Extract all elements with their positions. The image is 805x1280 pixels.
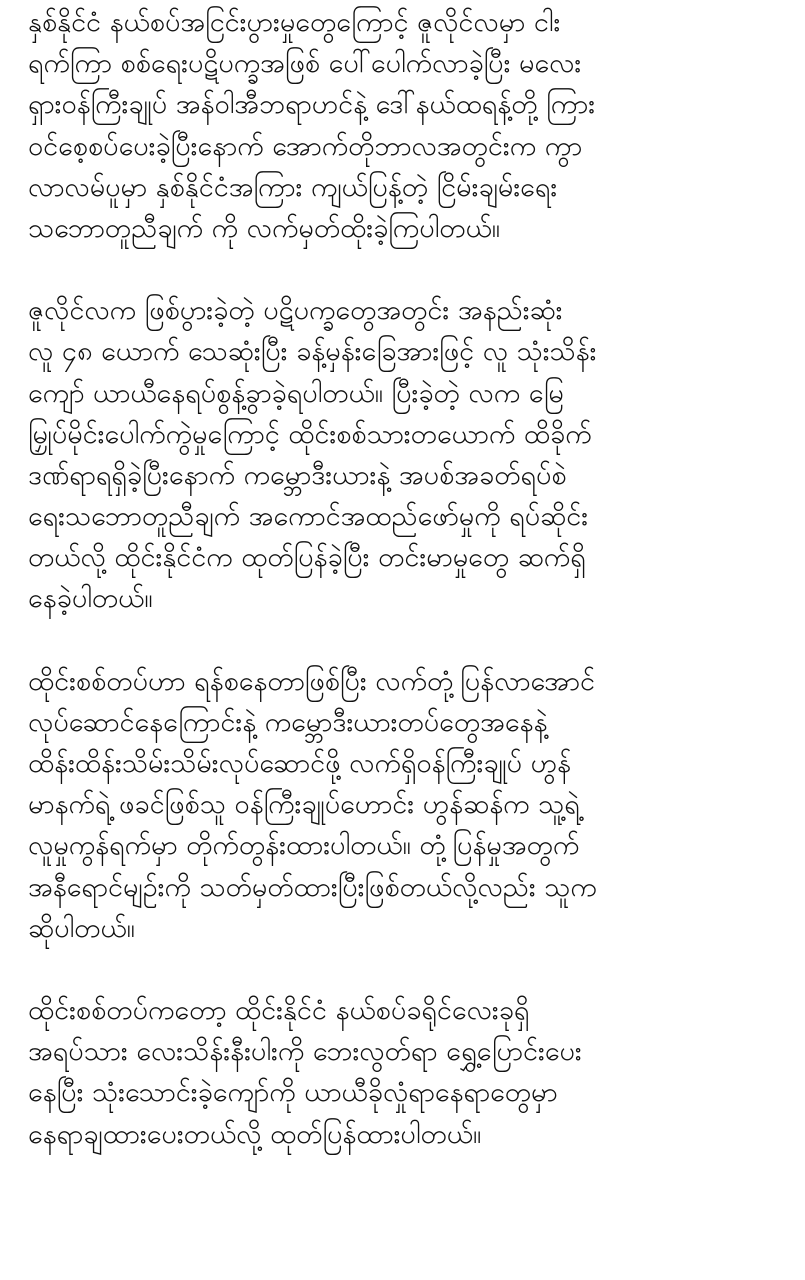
text-line: ထိုင်းစစ်တပ်ကတော့ ထိုင်းနိုင်ငံ နယ်စပ်ခရိုင်လေးခုရှိ	[28, 994, 530, 1026]
text-line: ဒဏ်ရာရရှိခဲ့ပြီးနောက် ကမ္ဘောဒီးယားနဲ့ အပစ်အခတ်ရပ်စဲ	[28, 459, 567, 491]
paragraph	[28, 290, 788, 620]
text-line: နေခဲ့ပါတယ်။	[28, 583, 153, 615]
paragraph-spacer	[28, 949, 788, 990]
text-line: သဘောတူညီချက် ကို လက်မှတ်ထိုးခဲ့ကြပါတယ်။	[28, 212, 500, 244]
text-line: ထိန်းထိန်းသိမ်းသိမ်းလုပ်ဆောင်ဖို့ လက်ရှိဝန်ကြီးချုပ် ဟွန်	[28, 748, 572, 779]
paragraph	[28, 661, 788, 949]
article-body	[28, 2, 788, 1155]
text-line: အနီရောင်မျဉ်းကို သတ်မှတ်ထားပြီးဖြစ်တယ်လို့လည်း သူက	[28, 871, 597, 903]
text-line: လူ ၄၈ ယောက် သေဆုံးပြီး ခန့်မှန်းခြေအားဖြင့် လူ သုံးသိန်း	[28, 336, 597, 368]
text-line: လုပ်ဆောင်နေကြောင်းနဲ့ ကမ္ဘောဒီးယားတပ်တွေအနေနဲ့	[28, 706, 548, 738]
text-line: မြှုပ်မိုင်းပေါက်ကွဲမှုကြောင့် ထိုင်းစစ်သားတယောက် ထိခိုက်	[28, 418, 592, 450]
text-line: ရေးသဘောတူညီချက် အကောင်အထည်ဖော်မှုကို ရပ်ဆိုင်း	[28, 501, 589, 533]
text-line: ရှားဝန်ကြီးချုပ် အန်ဝါအီဘရာဟင်နဲ့ ဒေါ်နယ်ထရန့်တို့ ကြား	[28, 89, 596, 121]
paragraph-spacer	[28, 249, 788, 290]
text-line: ကျော် ယာယီနေရပ်စွန့်ခွာခဲ့ရပါတယ်။ ပြီးခဲ့တဲ့ လက မြေ	[28, 377, 564, 409]
text-line: တယ်လို့ ထိုင်းနိုင်ငံက ထုတ်ပြန်ခဲ့ပြီး တင်းမာမှုတွေ ဆက်ရှိ	[28, 542, 586, 574]
paragraph	[28, 990, 788, 1155]
text-line: ဇူလိုင်လက ဖြစ်ပွားခဲ့တဲ့ ပဋိပက္ခတွေအတွင်း အနည်းဆုံး	[28, 295, 563, 327]
text-line: လာလမ်ပူမှာ နှစ်နိုင်ငံအကြား ကျယ်ပြန့်တဲ့ ငြိမ်းချမ်းရေး	[28, 171, 558, 203]
text-line: ထိုင်းစစ်တပ်ဟာ ရန်စနေတာဖြစ်ပြီး လက်တုံ့ပြန်လာအောင်	[28, 665, 595, 697]
paragraph	[28, 2, 788, 249]
text-line: နှစ်နိုင်ငံ နယ်စပ်အငြင်းပွားမှုတွေကြောင့် ဇူလိုင်လမှာ ငါး	[28, 7, 561, 38]
text-line: ဝင်စေ့စပ်ပေးခဲ့ပြီးနောက် အောက်တိုဘာလအတွင်းက ကွာ	[28, 130, 583, 162]
text-line: နေပြီး သုံးသောင်းခဲ့ကျော်ကို ယာယီခိုလှုံရာနေရာတွေမှာ	[28, 1077, 558, 1109]
paragraph-spacer	[28, 620, 788, 661]
text-line: ဆိုပါတယ်။	[28, 912, 135, 944]
text-line: ရက်ကြာ စစ်ရေးပဋိပက္ခအဖြစ် ပေါ်ပေါက်လာခဲ့ပြီး မလေး	[28, 48, 582, 80]
text-line: အရပ်သား လေးသိန်းနီးပါးကို ဘေးလွတ်ရာ ရွှေ့ပြောင်းပေး	[28, 1036, 582, 1068]
text-line: လူမှုကွန်ရက်မှာ တိုက်တွန်းထားပါတယ်။ တုံ့ပြန်မှုအတွက်	[28, 830, 580, 862]
text-line: နေရာချထားပေးတယ်လို့ ထုတ်ပြန်ထားပါတယ်။	[28, 1118, 482, 1150]
text-line: မာနက်ရဲ့ ဖခင်ဖြစ်သူ ဝန်ကြီးချုပ်ဟောင်း ဟွန်ဆန်က သူ့ရဲ့	[28, 789, 580, 821]
